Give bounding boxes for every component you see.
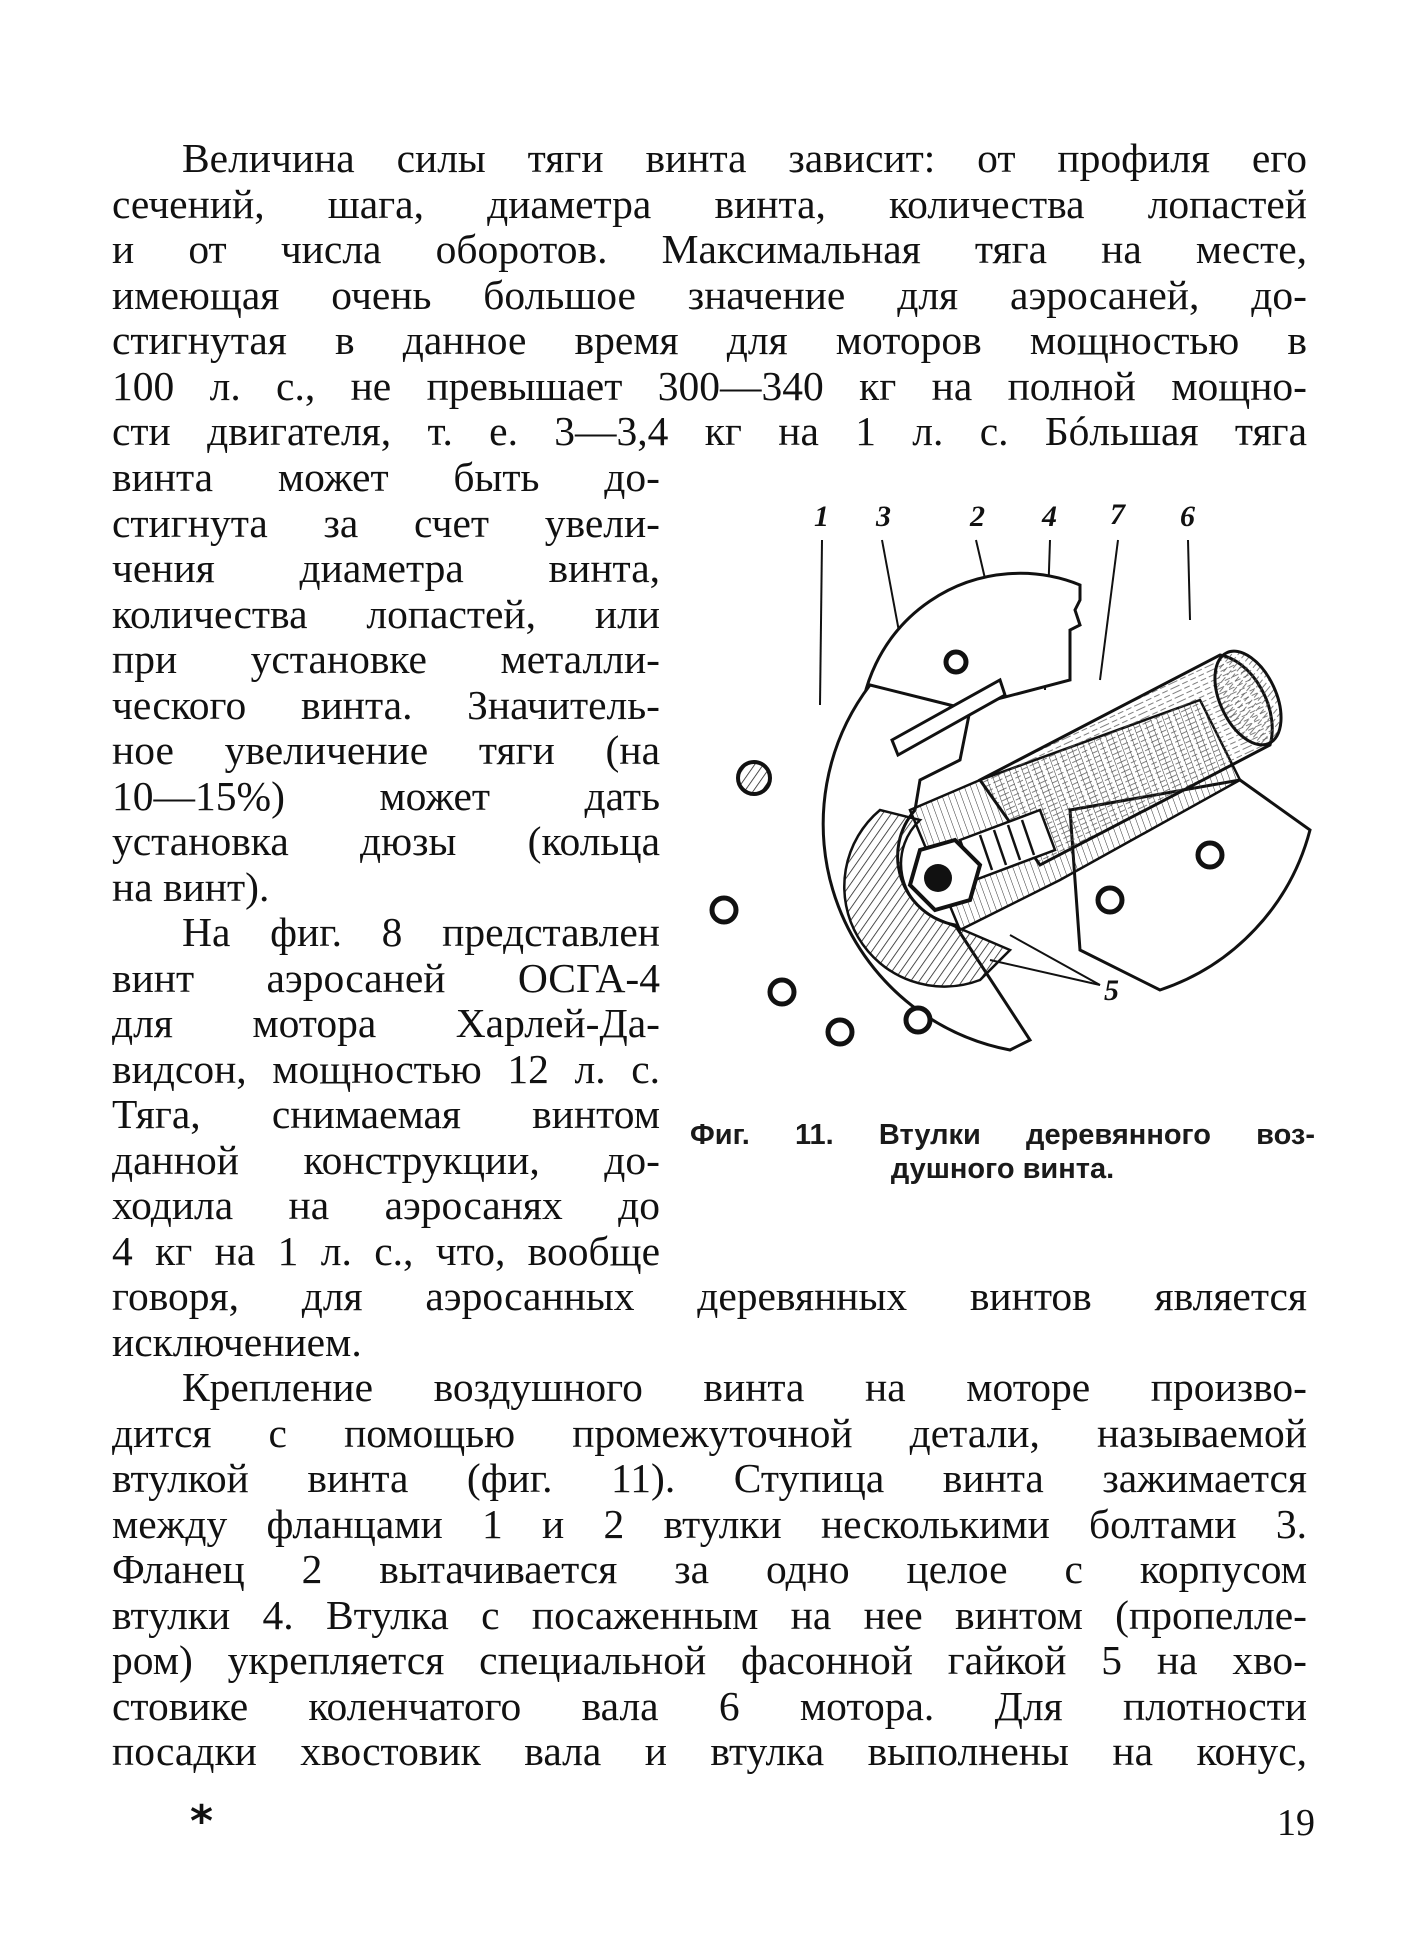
text-line: данной конструкции, до- [112, 1136, 660, 1183]
callout-5: 5 [1104, 974, 1119, 1007]
propeller-hub-figure [680, 480, 1320, 1080]
text-line: ром) укрепляется специальной фасонной гайкой 5 на хво- [112, 1637, 1307, 1683]
caption-line: душного винта. [890, 1153, 1115, 1185]
caption-line: Фиг. 11. Втулки деревянного воз- [690, 1119, 1315, 1151]
text-line: дится с помощью промежуточной детали, называемой [112, 1409, 1307, 1456]
callout-4: 4 [1042, 500, 1057, 533]
text-line: имеющая очень большое значение для аэросаней, до- [112, 271, 1307, 318]
paragraph-1 [112, 136, 1307, 455]
text-line: установка дюзы (кольца [112, 818, 660, 864]
text-line: посадки хвостовик вала и втулка выполнены на конус, [112, 1728, 1307, 1774]
paragraph-1-column [112, 455, 660, 910]
text-line: 10—15%) может дать [112, 772, 660, 819]
text-line: втулкой винта (фиг. 11). Ступица винта зажимается [112, 1455, 1307, 1501]
text-line: сти двигателя, т. е. 3—3,4 кг на 1 л. с. Бóльшая тяга [112, 408, 1307, 454]
text-line: втулки 4. Втулка с посаженным на нее винтом (пропелле- [112, 1591, 1307, 1638]
callout-7: 7 [1110, 498, 1125, 531]
text-line: исключением. [112, 1318, 362, 1365]
text-line: ческого винта. Значитель- [112, 681, 660, 728]
text-line: и от числа оборотов. Максимальная тяга на месте, [112, 226, 1307, 272]
text-line: сечений, шага, диаметра винта, количества лопастей [112, 180, 1307, 227]
text-line: ходила на аэросанях до [112, 1182, 660, 1228]
text-line: количества лопастей, или [112, 590, 660, 637]
text-line: говоря, для аэросанных деревянных винтов является [112, 1273, 1307, 1319]
text-line: стигнутая в данное время для моторов мощностью в [112, 317, 1307, 363]
flange-nut [738, 762, 770, 794]
footer-mark: * [190, 1796, 214, 1847]
text-line: между фланцами 1 и 2 втулки несколькими болтами 3. [112, 1500, 1307, 1547]
text-line: Крепление воздушного винта на моторе произво- [182, 1364, 1307, 1410]
text-line: винт аэросаней ОСГА-4 [112, 954, 660, 1001]
hub-nut-center [924, 864, 952, 892]
text-line: винта может быть до- [112, 454, 660, 500]
paragraph-3 [112, 1365, 1307, 1775]
text-line: 100 л. с., не превышает 300—340 кг на полной мощно- [112, 362, 1307, 409]
text-line: Фланец 2 вытачивается за одно целое с корпусом [112, 1546, 1307, 1592]
paragraph-2-tail [112, 1274, 1307, 1365]
callout-2: 2 [970, 500, 985, 533]
text-line: На фиг. 8 представлен [182, 909, 660, 955]
text-line: Тяга, снимаемая винтом [112, 1091, 660, 1137]
callout-6: 6 [1180, 500, 1195, 533]
text-line: Величина силы тяги винта зависит: от профиля его [182, 135, 1307, 181]
page-number: 19 [1277, 1802, 1315, 1844]
text-line: стигнута за счет увели- [112, 499, 660, 546]
text-line: ное увеличение тяги (на [112, 727, 660, 773]
paragraph-2-column [112, 910, 660, 1274]
text-line: при установке металли- [112, 636, 660, 682]
text-line: видсон, мощностью 12 л. с. [112, 1045, 660, 1092]
callout-3: 3 [876, 500, 891, 533]
text-line: для мотора Харлей-Да- [112, 1000, 660, 1046]
text-line: 4 кг на 1 л. с., что, вообще [112, 1227, 660, 1274]
callout-1: 1 [814, 500, 829, 533]
text-line: чения диаметра винта, [112, 545, 660, 591]
figure-caption [690, 1118, 1315, 1186]
text-line: на винт). [112, 863, 270, 910]
text-line: стовике коленчатого вала 6 мотора. Для плотности [112, 1682, 1307, 1729]
